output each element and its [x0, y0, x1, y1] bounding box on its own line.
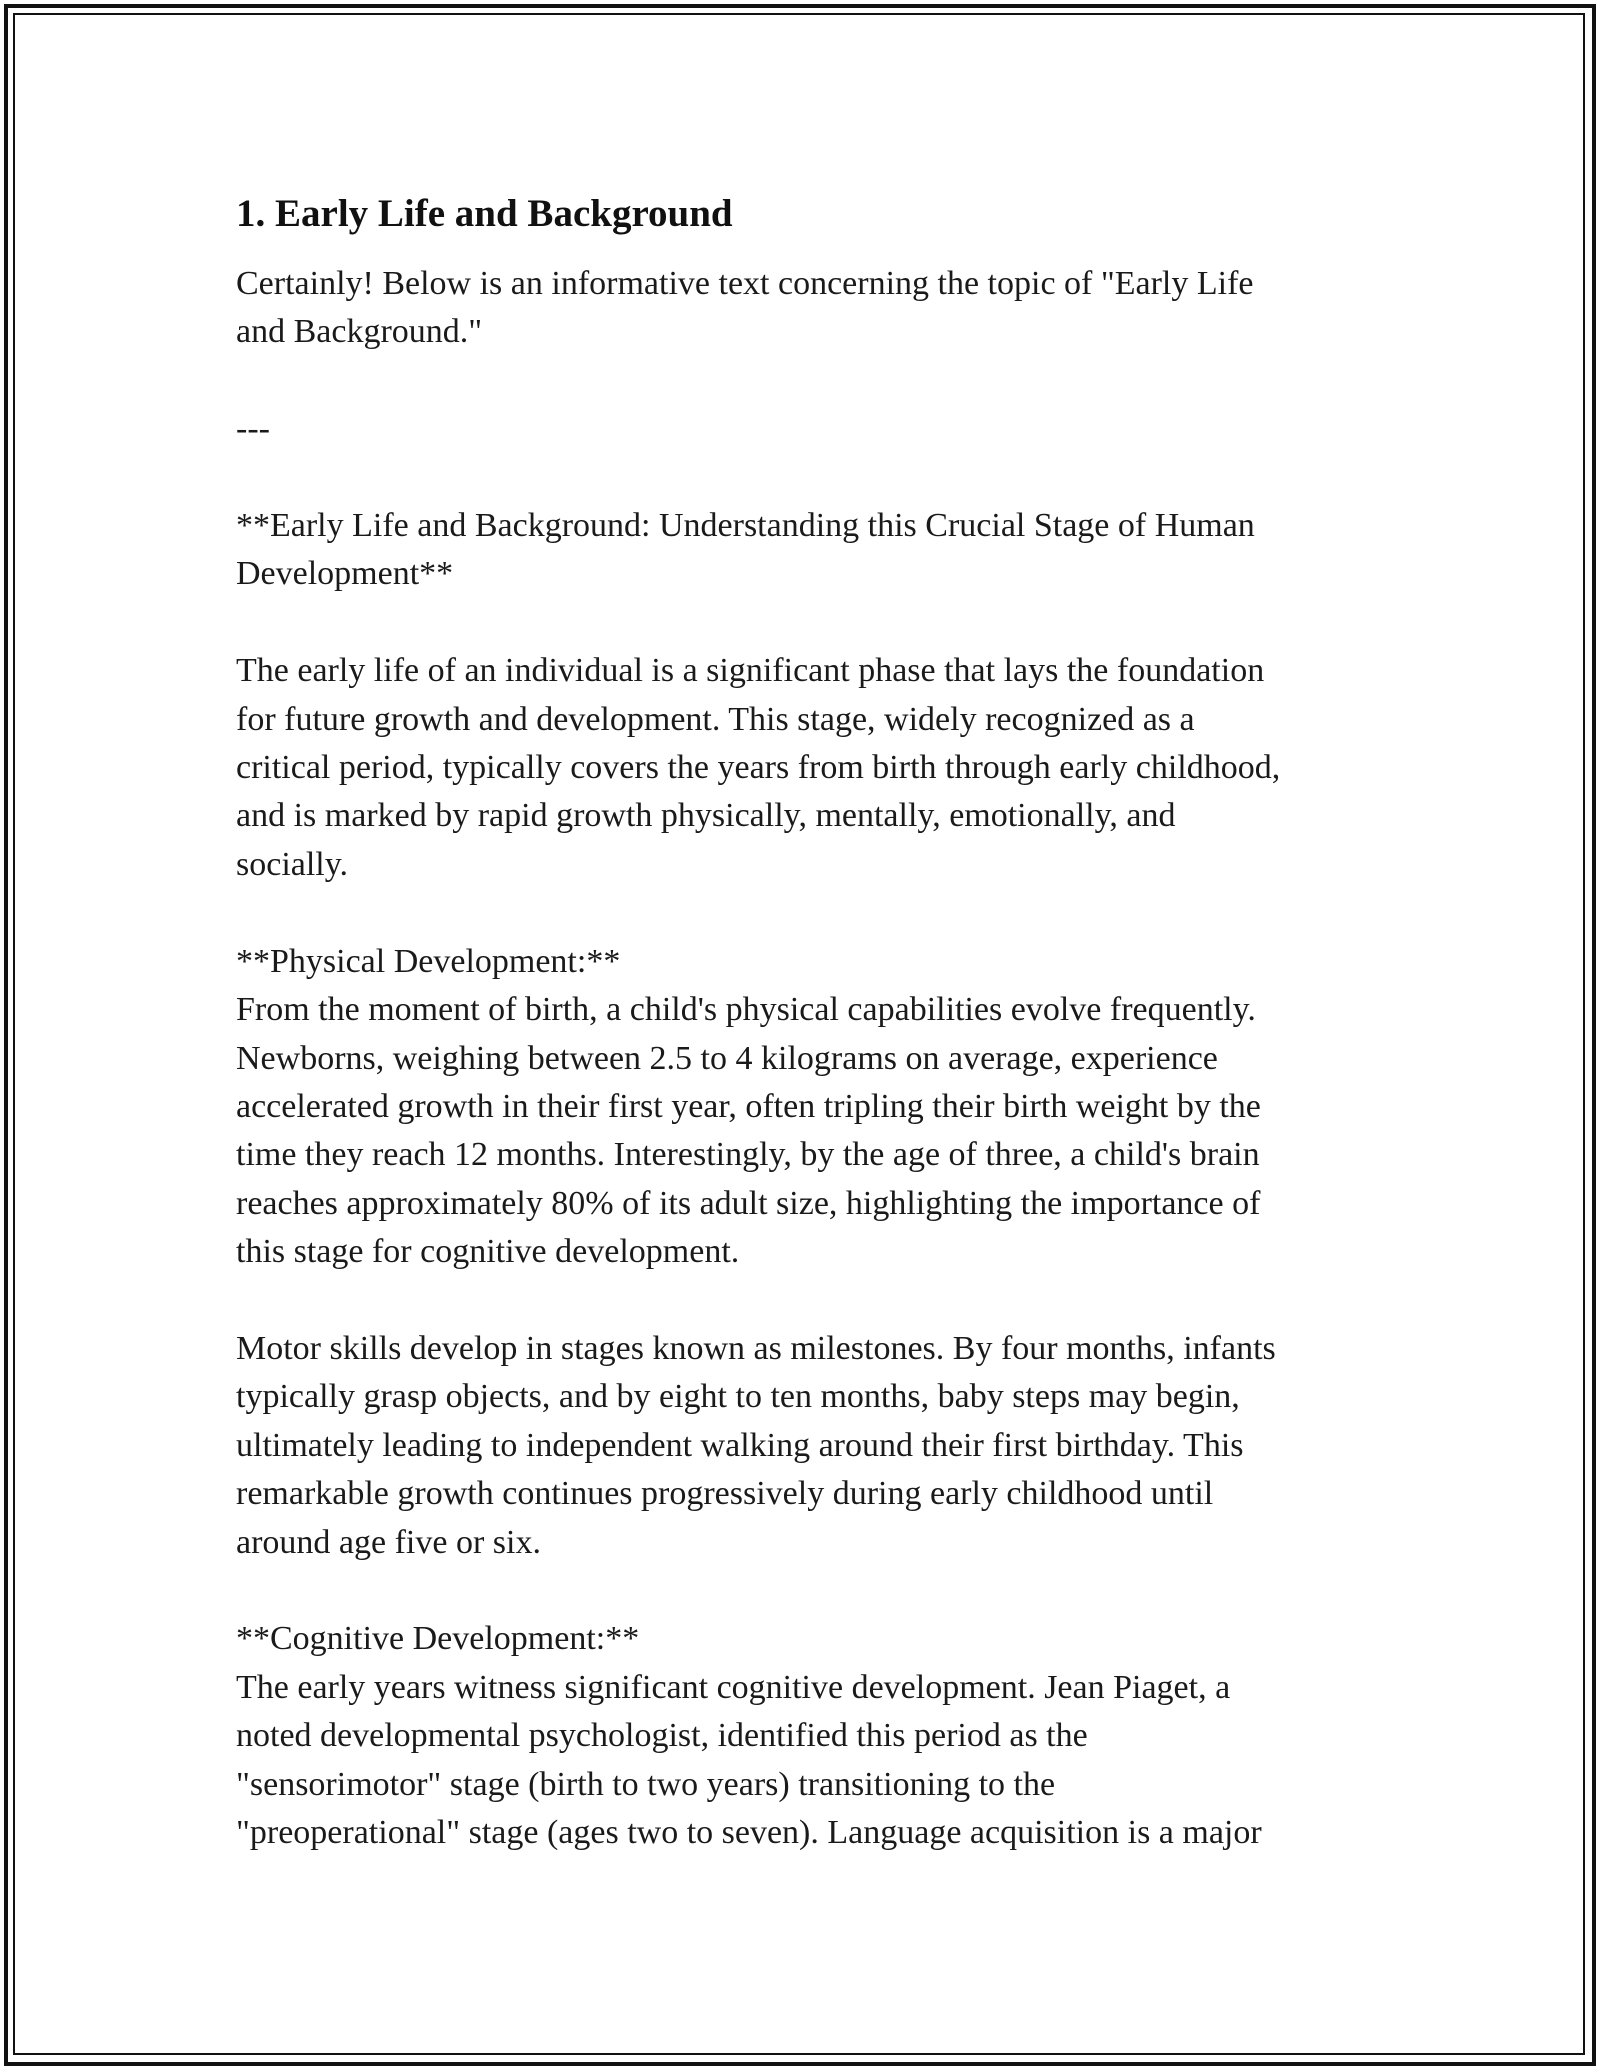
title-paragraph: **Early Life and Background: Understanding this Crucial Stage of Human Development**	[236, 507, 1255, 593]
blank-line	[236, 454, 1376, 502]
blank-line	[236, 1567, 1376, 1615]
blank-line	[236, 889, 1376, 937]
blank-line	[236, 357, 1376, 405]
document-body	[236, 188, 1376, 1857]
overview-paragraph: The early life of an individual is a significant phase that lays the foundation for future growth and development. This stage, widely recognized as a critical period, typically covers the years from birth through early childhood, and is marked by rapid growth physically, mentally, emotionally, and socially.	[236, 652, 1281, 883]
blank-line	[236, 1277, 1376, 1325]
intro-paragraph: Certainly! Below is an informative text concerning the topic of "Early Life and Background."	[236, 265, 1254, 351]
separator-line: ---	[236, 410, 270, 448]
blank-line	[236, 599, 1376, 647]
physical-development-paragraph: **Physical Development:** From the moment of birth, a child's physical capabilities evolve frequently. Newborns, weighing between 2.5 to 4 kilograms on average, experience accelerated growth in their first year, often tripling their birth weight by the time they reach 12 months. Interestingly, by the age of three, a child's brain reaches approximately 80% of its adult size, highlighting the importance of this stage for cognitive development.	[236, 942, 1261, 1271]
section-heading: 1. Early Life and Background	[236, 192, 733, 235]
motor-skills-paragraph: Motor skills develop in stages known as milestones. By four months, infants typically grasp objects, and by eight to ten months, baby steps may begin, ultimately leading to independent walking around their first birthday. This remarkable growth continues progressively during early childhood until around age five or six.	[236, 1329, 1276, 1561]
cognitive-development-paragraph: **Cognitive Development:** The early years witness significant cognitive development. Jean Piaget, a noted developmental psychologist, identified this period as the "sensorimotor" stage (birth to two years) transitioning to the "preoperational" stage (ages two to seven). Language acquisition is a major	[236, 1620, 1262, 1851]
